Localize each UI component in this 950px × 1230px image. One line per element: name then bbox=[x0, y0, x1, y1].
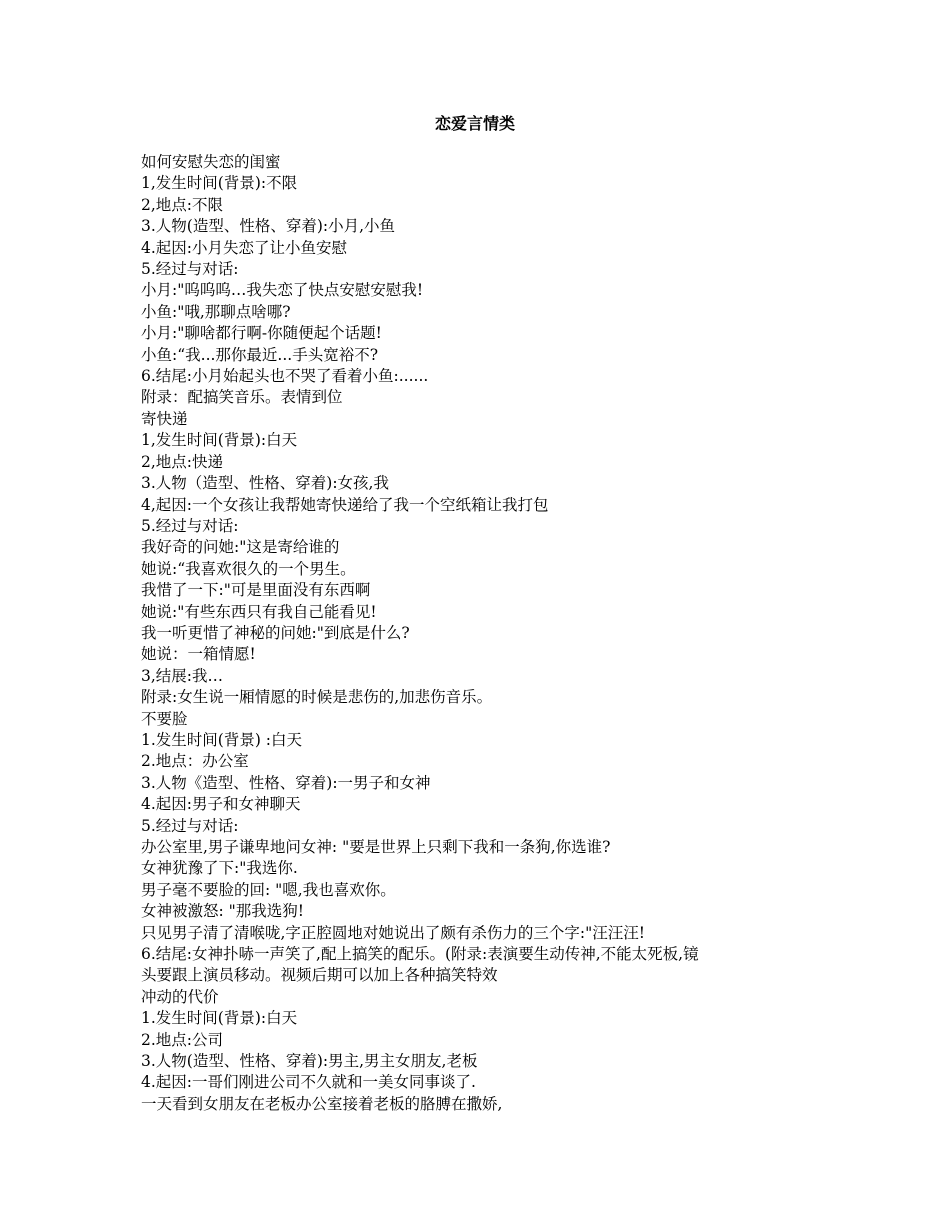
text-line: 我好奇的问她:"这是寄给谁的 bbox=[141, 538, 340, 557]
text-line: 5.经过与对话: bbox=[141, 516, 239, 535]
text-line: 头要跟上演员移动。视频后期可以加上各种搞笑特效 bbox=[141, 966, 498, 985]
text-line: 3.人物(造型、性格、穿着):男主,男主女朋友,老板 bbox=[141, 1052, 478, 1071]
text-line: 6.结尾:小月始起头也不哭了看着小鱼:...... bbox=[141, 367, 429, 386]
text-line: 男子毫不要脸的回: "嗯,我也喜欢你。 bbox=[141, 880, 396, 899]
document-title: 恋爱言情类 bbox=[434, 114, 515, 133]
document-body bbox=[141, 152, 811, 1115]
text-line: 不要脸 bbox=[141, 709, 188, 728]
text-line: 2,地点:不限 bbox=[141, 195, 224, 214]
text-line: 女神被激怒: "那我选狗! bbox=[141, 902, 305, 921]
text-line: 小月:"呜呜呜…我失恋了快点安慰安慰我! bbox=[141, 281, 424, 300]
text-line: 只见男子清了清喉咙,字正腔圆地对她说出了颇有杀伤力的三个字:"汪汪汪! bbox=[141, 923, 646, 942]
text-line: 附录:女生说一厢情愿的时候是悲伤的,加悲伤音乐。 bbox=[141, 688, 493, 707]
text-line: 她说:"有些东西只有我自己能看见! bbox=[141, 602, 377, 621]
text-line: 如何安慰失恋的闺蜜 bbox=[141, 153, 281, 171]
text-line: 女神犹豫了下:"我选你. bbox=[141, 859, 298, 878]
text-line: 我一听更惜了神秘的问她:"到底是什么? bbox=[141, 623, 410, 642]
text-line: 小鱼:"哦,那聊点啥哪? bbox=[141, 302, 291, 321]
text-line: 她说：一箱情愿! bbox=[141, 645, 256, 664]
text-line: 6.结尾:女神扑哧一声笑了,配上搞笑的配乐。(附录:表演要生动传神,不能太死板,镜 bbox=[141, 945, 699, 964]
text-line: 1.发生时间(背景):白天 bbox=[141, 1009, 298, 1028]
text-line: 她说:“我喜欢很久的一个男生。 bbox=[141, 559, 356, 578]
text-line: 5.经过与对话: bbox=[141, 260, 239, 279]
text-line: 办公室里,男子谦卑地问女神: "要是世界上只剩下我和一条狗,你选谁? bbox=[141, 838, 611, 856]
text-line: 小月:"聊啥都行啊-你随便起个话题! bbox=[141, 324, 382, 343]
text-line: 附录：配搞笑音乐。表情到位 bbox=[141, 388, 343, 407]
text-line: 1,发生时间(背景):白天 bbox=[141, 431, 298, 450]
text-line: 3.人物(造型、性格、穿着):小月,小鱼 bbox=[141, 217, 396, 236]
text-line: 5.经过与对话: bbox=[141, 816, 239, 835]
text-line: 1.发生时间(背景) :白天 bbox=[141, 730, 303, 749]
text-line: 4,起因:一个女孩让我帮她寄快递给了我一个空纸箱让我打包 bbox=[141, 495, 549, 514]
text-line: 4.起因:一哥们刚进公司不久就和一美女同事谈了. bbox=[141, 1073, 476, 1092]
text-line: 冲动的代价 bbox=[141, 987, 219, 1006]
text-line: 3,结展:我… bbox=[141, 666, 224, 685]
text-line: 2.地点:公司 bbox=[141, 1030, 224, 1049]
text-line: 一天看到女朋友在老板办公室接着老板的胳膊在撒娇, bbox=[141, 1094, 503, 1113]
text-line: 4.起因:小月失恋了让小鱼安慰 bbox=[141, 238, 348, 257]
text-line: 2.地点：办公室 bbox=[141, 752, 249, 771]
text-line: 我惜了一下:"可是里面没有东西啊 bbox=[141, 581, 371, 600]
text-line: 1,发生时间(背景):不限 bbox=[141, 174, 298, 193]
text-line: 2,地点:快递 bbox=[141, 452, 224, 471]
text-line: 小鱼:“我...那你最近...手头宽裕不? bbox=[141, 345, 379, 364]
text-line: 3.人物（造型、性格、穿着):女孩,我 bbox=[141, 474, 389, 493]
text-line: 3.人物《造型、性格、穿着):一男子和女神 bbox=[141, 773, 431, 792]
text-line: 4.起因:男子和女神聊天 bbox=[141, 795, 301, 814]
text-line: 寄快递 bbox=[141, 409, 188, 428]
